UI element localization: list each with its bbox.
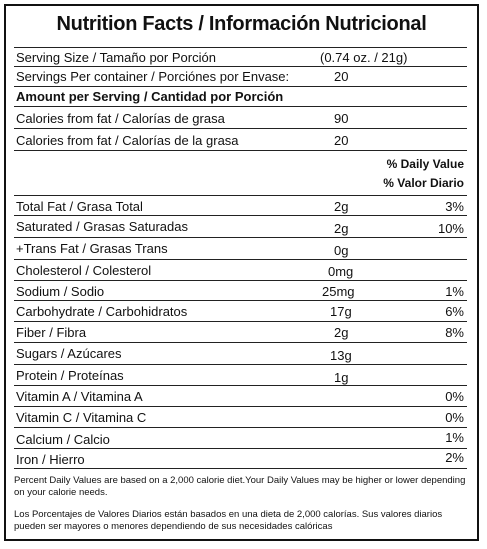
nutrient-row — [14, 428, 467, 449]
nutrient-label: +Trans Fat / Grasas Trans — [16, 241, 168, 256]
nutrient-row — [14, 196, 467, 216]
calories-label: Calories from fat / Calorías de grasa — [16, 111, 225, 126]
nutrient-daily-value: 1% — [445, 284, 464, 299]
nutrient-amount: 0mg — [328, 264, 354, 279]
calories-row — [14, 107, 467, 129]
nutrition-facts-panel — [4, 4, 479, 541]
daily-value-header: % Daily Value — [386, 157, 464, 171]
nutrient-daily-value: 1% — [445, 430, 464, 445]
nutrient-label: Carbohydrate / Carbohidratos — [16, 304, 188, 319]
serving-size-value: (0.74 oz. / 21g) — [320, 50, 408, 65]
nutrient-row — [14, 365, 467, 386]
nutrient-label: Iron / Hierro — [16, 452, 85, 467]
nutrient-amount: 17g — [330, 304, 352, 319]
nutrient-row — [14, 322, 467, 343]
nutrient-amount: 13g — [330, 348, 352, 363]
daily-value-header-row — [14, 151, 467, 196]
nutrient-label: Saturated / Grasas Saturadas — [16, 219, 188, 234]
nutrient-daily-value: 0% — [445, 410, 464, 425]
nutrient-daily-value: 10% — [437, 221, 464, 236]
nutrient-daily-value: 2% — [445, 450, 464, 465]
nutrient-label: Vitamin C / Vitamina C — [16, 410, 147, 425]
amount-per-serving-row — [14, 87, 467, 107]
nutrient-label: Calcium / Calcio — [16, 432, 110, 447]
nutrient-amount: 0g — [334, 243, 349, 258]
nutrient-label: Vitamin A / Vitamina A — [16, 389, 143, 404]
nutrient-label: Protein / Proteínas — [16, 368, 124, 383]
nutrient-row — [14, 301, 467, 322]
valor-diario-header: % Valor Diario — [383, 176, 464, 190]
nutrient-daily-value: 8% — [445, 325, 464, 340]
nutrient-amount: 2g — [334, 199, 349, 214]
nutrient-row — [14, 449, 467, 469]
serving-size-row — [14, 47, 467, 67]
amount-per-serving-header: Amount per Serving / Cantidad por Porción — [16, 89, 284, 104]
calories-value: 90 — [334, 111, 349, 126]
nutrient-row — [14, 343, 467, 365]
nutrient-daily-value: 6% — [445, 304, 464, 319]
servings-per-container-row — [14, 66, 467, 87]
nutrient-amount: 2g — [334, 221, 349, 236]
calories-label: Calories from fat / Calorías de la grasa — [16, 133, 239, 148]
nutrient-label: Total Fat / Grasa Total — [16, 199, 143, 214]
calories-value: 20 — [334, 133, 349, 148]
nutrient-amount: 2g — [334, 325, 349, 340]
nutrient-row — [14, 260, 467, 281]
servings-per-container-label: Servings Per container / Porciónes por Envase: — [16, 69, 290, 84]
nutrient-row — [14, 216, 467, 238]
nutrient-row — [14, 238, 467, 260]
nutrient-row — [14, 386, 467, 407]
nutrient-row — [14, 407, 467, 428]
nutrient-label: Sodium / Sodio — [16, 284, 105, 299]
panel-title: Nutrition Facts / Información Nutricional — [56, 13, 427, 35]
nutrient-row — [14, 281, 467, 301]
serving-size-label: Serving Size / Tamaño por Porción — [16, 50, 216, 65]
footnote-spanish: Los Porcentajes de Valores Diarios están basados en una dieta de 2,000 calorías. Sus valores diarios pueden ser mayores o menores dependiendo de sus necesidades calóricas — [14, 509, 443, 532]
footnote-english: Percent Daily Values are based on a 2,000 calorie diet.Your Daily Values may be higher or lower depending on your calorie needs. — [14, 475, 466, 498]
nutrient-label: Cholesterol / Colesterol — [16, 263, 152, 278]
nutrient-amount: 25mg — [322, 284, 355, 299]
nutrient-label: Fiber / Fibra — [16, 325, 87, 340]
nutrient-daily-value: 0% — [445, 389, 464, 404]
nutrient-label: Sugars / Azúcares — [16, 346, 122, 361]
nutrient-daily-value: 3% — [445, 199, 464, 214]
servings-per-container-value: 20 — [334, 69, 349, 84]
nutrient-amount: 1g — [334, 370, 349, 385]
calories-row — [14, 129, 467, 151]
